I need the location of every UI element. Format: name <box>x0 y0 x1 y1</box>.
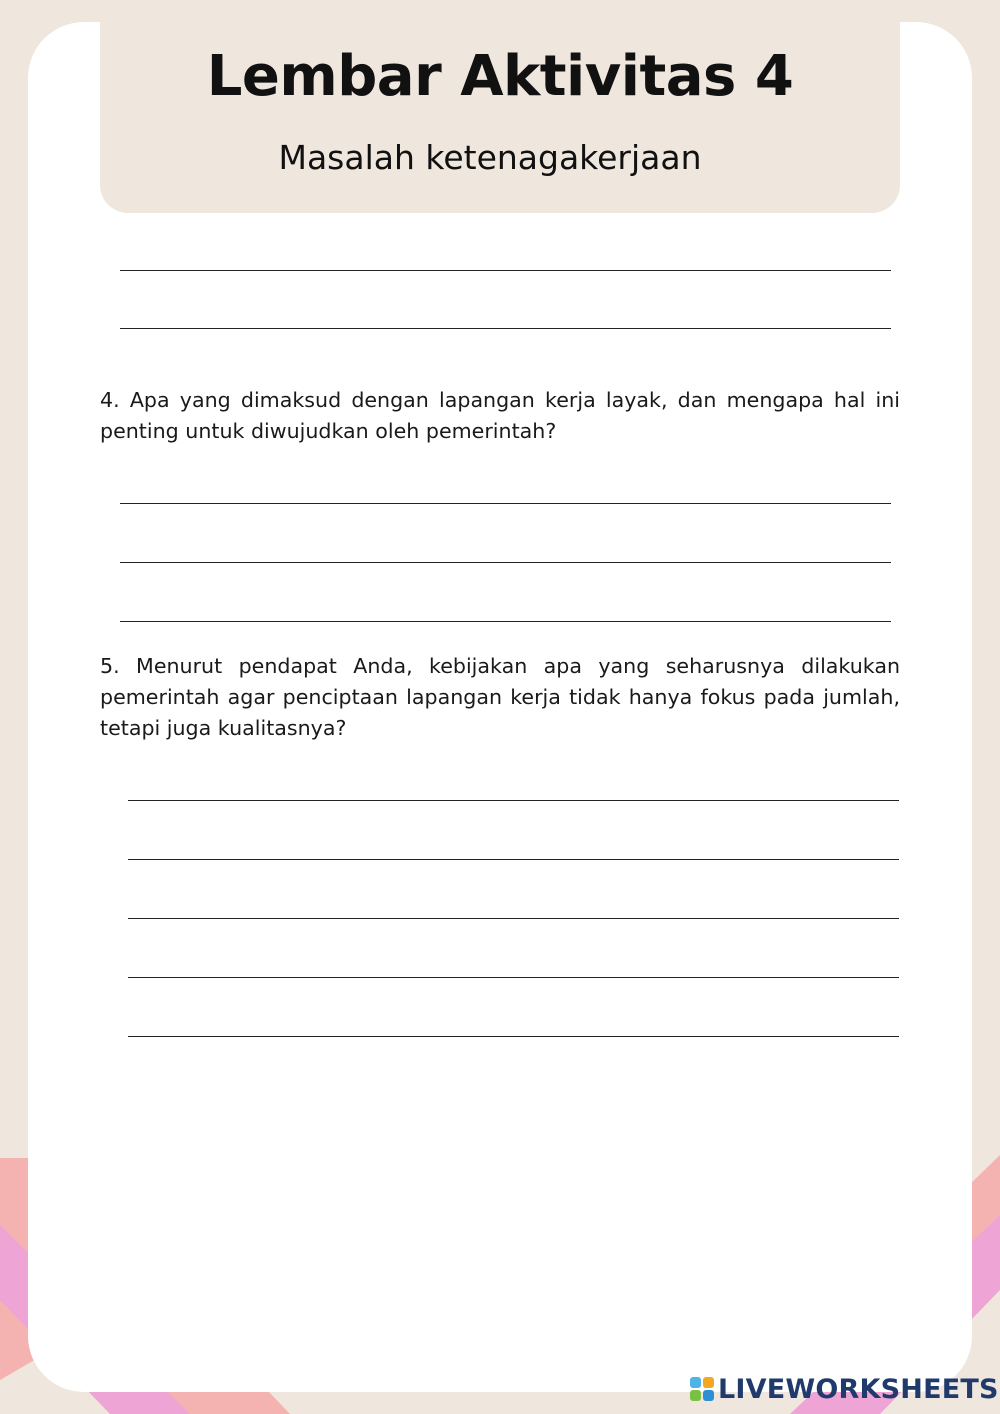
question-4-line-1: 4. Apa yang dimaksud dengan lapangan kerja layak, dan mengapa hal ini <box>100 388 900 412</box>
answer-line[interactable] <box>120 621 891 622</box>
grid-logo-icon <box>690 1377 714 1401</box>
answer-line[interactable] <box>120 270 891 271</box>
brand-name: LIVEWORKSHEETS <box>718 1373 999 1405</box>
brand-logo <box>690 1372 999 1406</box>
answer-line[interactable] <box>128 977 899 978</box>
answer-line[interactable] <box>128 918 899 919</box>
page-title: Lembar Aktivitas 4 <box>206 44 794 109</box>
answer-line[interactable] <box>128 859 899 860</box>
question-5-line-1: 5. Menurut pendapat Anda, kebijakan apa yang seharusnya dilakukan <box>100 654 900 678</box>
answer-line[interactable] <box>128 800 899 801</box>
question-5-line-2: pemerintah agar penciptaan lapangan kerja tidak hanya fokus pada jumlah, <box>100 685 900 709</box>
question-5 <box>100 651 900 744</box>
answer-line[interactable] <box>128 1036 899 1037</box>
question-4-line-2: penting untuk diwujudkan oleh pemerintah? <box>100 419 557 443</box>
page-subtitle: Masalah ketenagakerjaan <box>278 138 702 177</box>
answer-line[interactable] <box>120 503 891 504</box>
answer-line[interactable] <box>120 562 891 563</box>
answer-line[interactable] <box>120 328 891 329</box>
question-5-line-3: tetapi juga kualitasnya? <box>100 716 347 740</box>
question-4 <box>100 385 900 447</box>
